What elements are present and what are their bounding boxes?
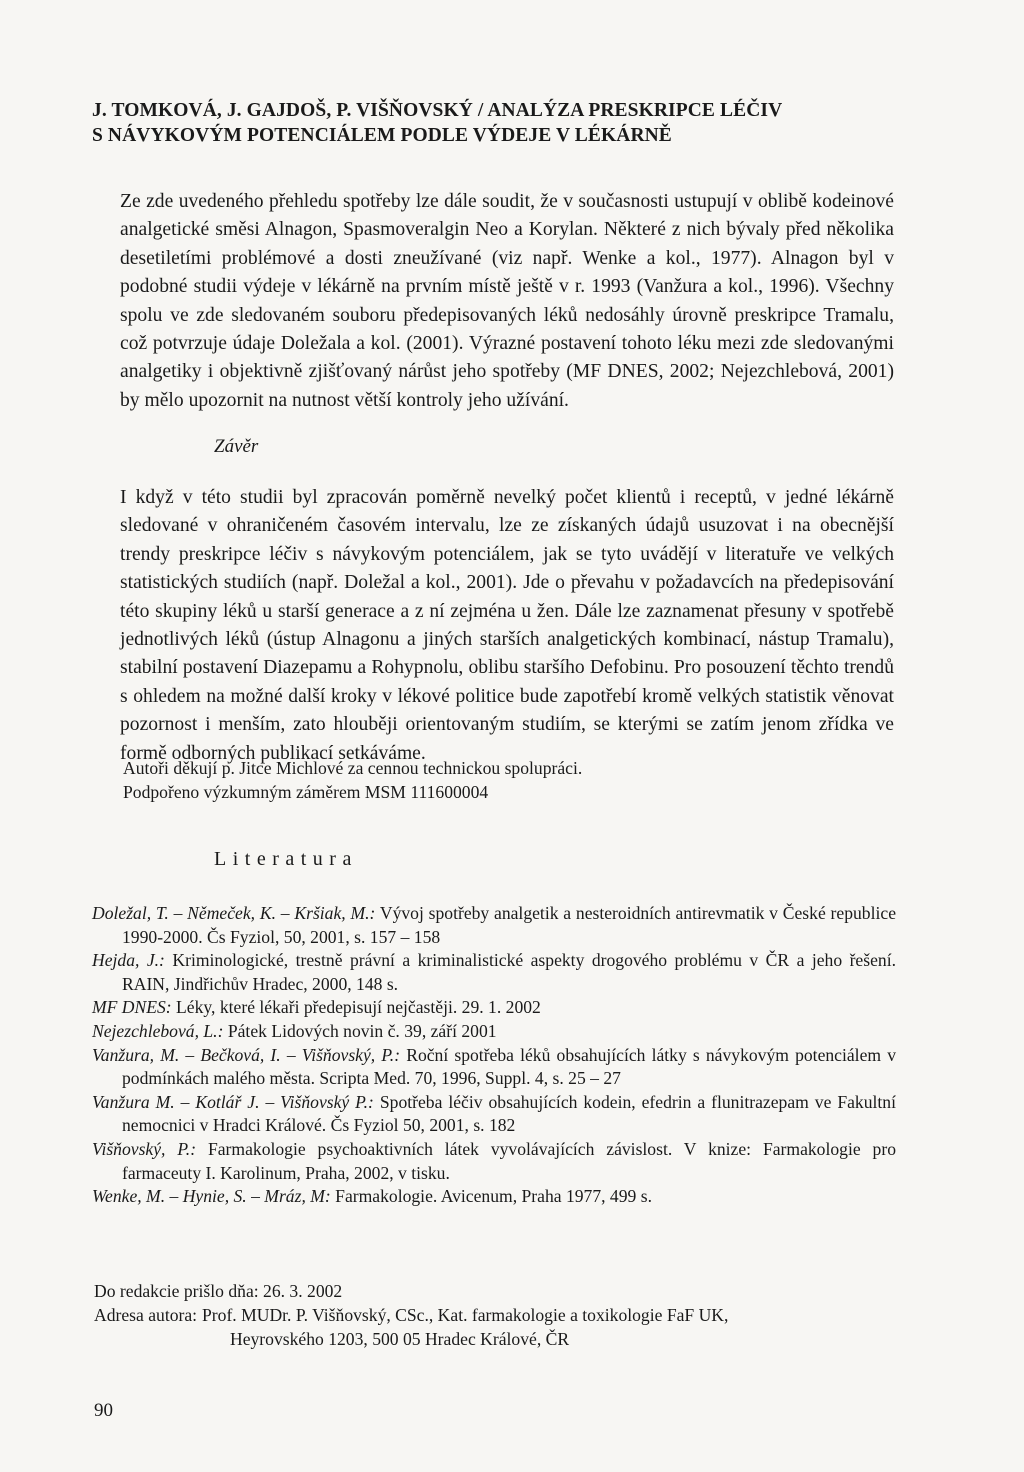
reference-item [92, 1044, 896, 1091]
reference-list [92, 902, 896, 1209]
reference-authors: Vanžura M. – Kotlář J. – Višňovský P.: [92, 1091, 374, 1112]
reference-item [92, 996, 896, 1020]
reference-text: Spotřeba léčiv obsahujících kodein, efedrin a flunitrazepam ve Fakultní nemocnici v Hradci Králové. Čs Fyziol 50, 2001, s. 182 [122, 1091, 896, 1136]
body-paragraph-1: Ze zde uvedeného přehledu spotřeby lze dále soudit, že v současnosti ustupují v oblibě kodeinové analgetické směsi Alnagon, Spasmoveralgin Neo a Korylan. Některé z nich bývaly před několika desetiletími problémové a dosti zneužívané (viz např. Wenke a kol., 1977). Alnagon byl v podobné studii výdeje v lékárně na prvním místě ještě v r. 1993 (Vanžura a kol., 1996). Všechny spolu ve zde sledovaném souboru předepisovaných léků nedosáhly úrovně preskripce Tramalu, což potvrzuje údaje Doležala a kol. (2001). Výrazné postavení tohoto léku mezi zde sledovanými analgetiky i objektivně zjišťovaný nárůst jeho spotřeby (MF DNES, 2002; Nejezchlebová, 2001) by mělo upozornit na nutnost větší kontroly jeho užívání. [120, 191, 894, 411]
running-header [92, 98, 942, 148]
reference-item [92, 1185, 896, 1209]
address-line-2: Heyrovského 1203, 500 05 Hradec Králové, ČR [230, 1329, 570, 1349]
reference-item [92, 1091, 896, 1138]
received-date: Do redakcie prišlo dňa: 26. 3. 2002 [94, 1281, 343, 1301]
reference-text: Kriminologické, trestně právní a kriminalistické aspekty drogového problému v ČR a jeho řešení. RAIN, Jindřichův Hradec, 2000, 148 s. [122, 950, 896, 994]
address-line-1: Prof. MUDr. P. Višňovský, CSc., Kat. farmakologie a toxikologie FaF UK, [202, 1305, 729, 1325]
reference-authors: Hejda, J.: [92, 950, 165, 971]
reference-item [92, 1020, 896, 1044]
header-line-2: S NÁVYKOVÝM POTENCIÁLEM PODLE VÝDEJE V LÉKÁRNĚ [92, 125, 672, 146]
reference-text: Vývoj spotřeby analgetik a nesteroidních antirevmatik v České republice 1990-2000. Čs Fyziol, 50, 2001, s. 157 – 158 [122, 903, 896, 947]
reference-text: Farmakologie psychoaktivních látek vyvolávajících závislost. V knize: Farmakologie pro farmaceuty I. Karolinum, Praha, 2002, v tisku. [122, 1138, 896, 1183]
reference-authors: MF DNES: [92, 997, 172, 1018]
reference-authors: Vanžura, M. – Bečková, I. – Višňovský, P.: [92, 1044, 401, 1065]
reference-text: Léky, které lékaři předepisují nejčastěji. 29. 1. 2002 [171, 997, 541, 1018]
reference-text: Farmakologie. Avicenum, Praha 1977, 499 s. [330, 1186, 652, 1207]
reference-text: Roční spotřeba léků obsahujících látky s návykovým potenciálem v podmínkách malého města. Scripta Med. 70, 1996, Suppl. 4, s. 25 – 27 [122, 1044, 896, 1089]
header-line-1: J. TOMKOVÁ, J. GAJDOŠ, P. VIŠŇOVSKÝ / ANALÝZA PRESKRIPCE LÉČIV [92, 100, 783, 121]
reference-item [92, 949, 896, 996]
reference-authors: Wenke, M. – Hynie, S. – Mráz, M: [92, 1186, 331, 1207]
literature-heading: Literatura [214, 848, 358, 870]
address-label: Adresa autora: [94, 1305, 198, 1325]
reference-item [92, 902, 896, 949]
reference-text: Pátek Lidových novin č. 39, září 2001 [223, 1020, 497, 1041]
section-title-conclusion: Závěr [214, 436, 259, 457]
reference-authors: Nejezchlebová, L.: [92, 1020, 224, 1041]
page-number: 90 [94, 1400, 113, 1421]
body-paragraph-2: I když v této studii byl zpracován poměrně nevelký počet klientů i receptů, v jedné lékárně sledované v ohraničeném časovém intervalu, lze ze získaných údajů usuzovat i na obecnější trendy preskripce léčiv s návykovým potenciálem, jak se tyto uvádějí v literatuře ve velkých statistických studiích (např. Doležal a kol., 2001). Jde o převahu v požadavcích na předepisování této skupiny léků u starší generace a z ní zejména u žen. Dále lze zaznamenat přesuny v spotřebě jednotlivých léků (ústup Alnagonu a jiných starších analgetických kombinací, nástup Tramalu), stabilní postavení Diazepamu a Rohypnolu, oblibu staršího Defobinu. Pro posouzení těchto trendů s ohledem na možné další kroky v lékové politice bude zapotřebí kromě velkých statistik věnovat pozornost i menším, zato hlouběji orientovaným studiím, se kterými se zatím jenom zřídka ve formě odborných publikací setkáváme. [120, 487, 894, 764]
acknowledgement-line-1: Autoři děkují p. Jitce Michlové za cennou technickou spolupráci. [123, 758, 583, 778]
reference-authors: Doležal, T. – Němeček, K. – Kršiak, M.: [92, 903, 376, 923]
reference-authors: Višňovský, P.: [92, 1138, 197, 1159]
acknowledgement-line-2: Podpořeno výzkumným záměrem MSM 111600004 [123, 782, 489, 802]
acknowledgement [123, 756, 883, 804]
reference-item [92, 1138, 896, 1185]
